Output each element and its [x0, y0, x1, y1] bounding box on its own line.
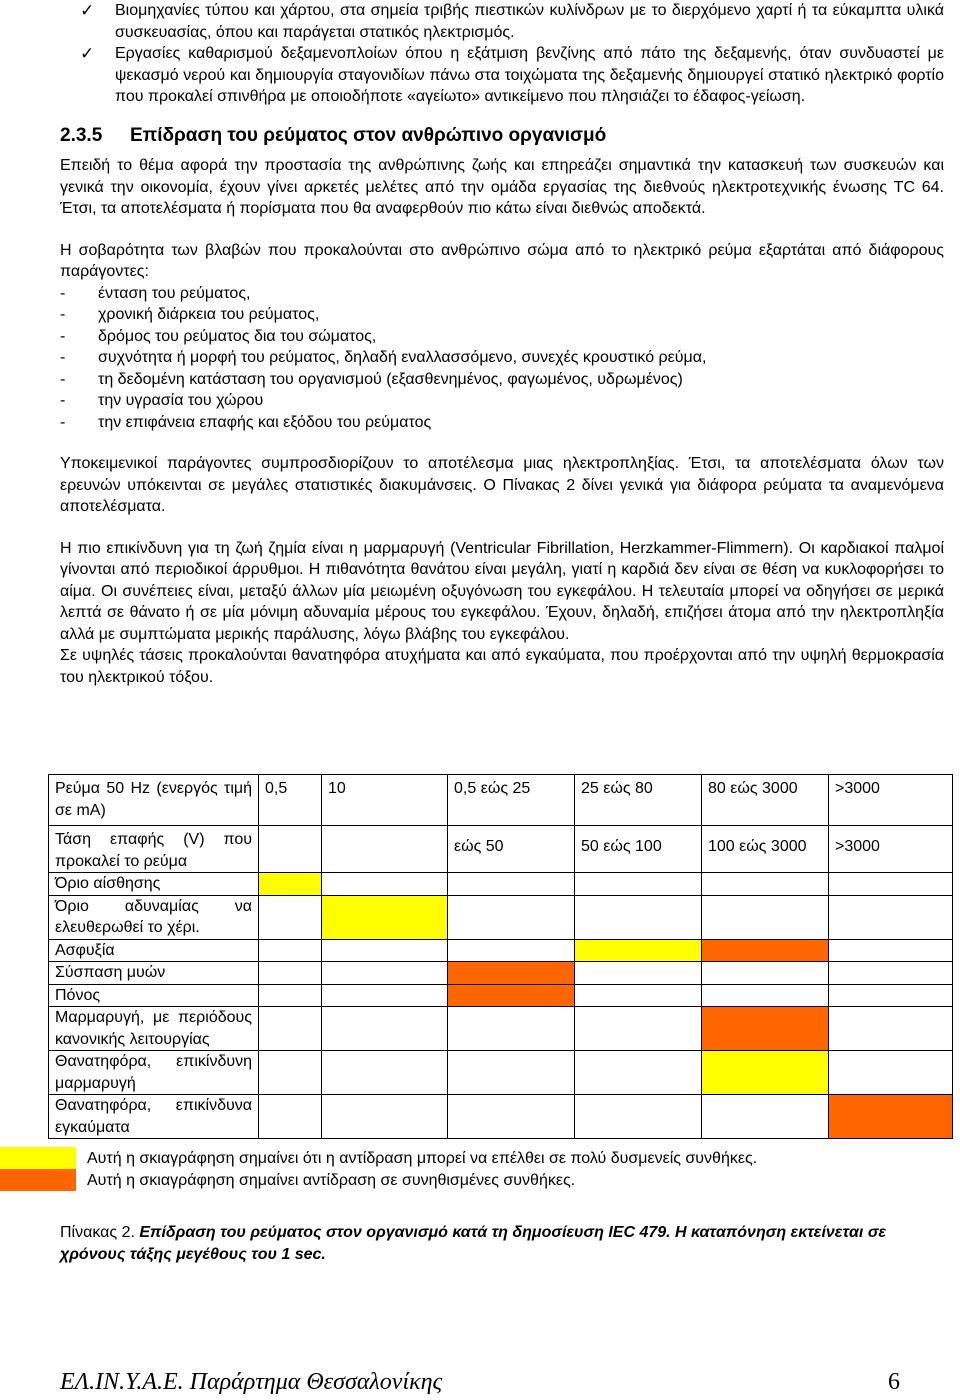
orange-swatch: [0, 1169, 76, 1191]
table-cell: [575, 939, 702, 962]
bullet-text: Βιομηχανίες τύπου και χάρτου, στα σημεία τριβής πιεστικών κυλίνδρων με το διερχόμενο χαρτί ή τα εύκαμπτα υλικά συσκευασίας, όπου και παράγεται στατικός ηλεκτρισμός.: [115, 2, 944, 41]
factors-list: [60, 283, 944, 434]
table-cell: [448, 873, 575, 896]
table-cell: 0,5 εώς 25: [448, 775, 575, 826]
table-cell: [575, 1051, 702, 1095]
table-cell: [448, 1095, 575, 1139]
table-cell: [259, 1007, 322, 1051]
table-cell: 50 εώς 100: [575, 826, 702, 873]
table-cell: [322, 939, 448, 962]
table-cell: >3000: [829, 775, 953, 826]
table-cell: [448, 939, 575, 962]
table-cell: [448, 962, 575, 985]
table-cell: [259, 939, 322, 962]
page-footer: [60, 1369, 900, 1400]
table-cell: [829, 984, 953, 1007]
table-cell: [259, 1051, 322, 1095]
table-cell: [829, 1007, 953, 1051]
caption-text: Επίδραση του ρεύματος στον οργανισμό κατά τη δημοσίευση IEC 479. Η καταπόνηση εκτείνεται σε χρόνους τάξης μεγέθους του 1 sec.: [60, 1224, 887, 1263]
list-item: - την υγρασία του χώρου: [60, 392, 264, 409]
checkmark-icon: ✓: [80, 44, 95, 63]
legend-yellow-text: Αυτή η σκιαγράφηση σημαίνει ότι η αντίδραση μπορεί να επέλθει σε πολύ δυσμενείς συνθήκες.: [87, 1150, 758, 1167]
table-cell: [702, 984, 829, 1007]
table-cell: [702, 895, 829, 939]
table-cell: [829, 895, 953, 939]
table-cell: [448, 984, 575, 1007]
legend-orange-text: Αυτή η σκιαγράφηση σημαίνει αντίδραση σε συνηθισμένες συνθήκες.: [87, 1172, 576, 1189]
list-item: - την επιφάνεια επαφής και εξόδου του ρεύματος: [60, 413, 432, 431]
page-number: 6: [888, 1369, 900, 1395]
table-cell: [322, 962, 448, 985]
table-cell: [829, 1051, 953, 1095]
table-row: [49, 895, 953, 939]
table-row: [49, 1051, 953, 1095]
yellow-swatch: [0, 1147, 76, 1169]
table-cell-label: Θανατηφόρα, επικίνδυνα εγκαύματα: [49, 1095, 259, 1139]
table-cell: [322, 1007, 448, 1051]
table-cell: [829, 962, 953, 985]
table-row: [49, 1007, 953, 1051]
table-cell: [259, 984, 322, 1007]
section-title: Επίδραση του ρεύματος στον ανθρώπινο οργανισμό: [130, 124, 607, 146]
section-number: 2.3.5: [60, 124, 103, 146]
fibrillation-paragraph: Η πιο επικίνδυνη για τη ζωή ζημία είναι η μαρμαρυγή (Ventricular Fibrillation, Herzkammer-Flimmern). Οι καρδιακοί παλμοί γίνονται από περιοδικοί άρρυθμοι. Η πιθανότητα θανάτου είναι μεγάλη, γιατί η καρδιά δεν είναι σε θέση να κυκλοφορήσει το αίμα. Οι συνέπειες είναι, μεταξύ άλλων μία μειωμένη οξυγόνωση του εγκεφάλου. Η τελευταία μπορεί να οδηγήσει σε μερικά λεπτά σε θάνατο ή σε μία μόνιμη αδυναμία μέρους του εγκεφάλου. Έχουν, δηλαδή, επιζήσει άτομα από την ηλεκτροπληξία αλλά με συμπτώματα μερικής παράλυσης, λόγω βλάβης του εγκεφάλου.: [60, 539, 944, 643]
table-cell: εώς 50: [448, 826, 575, 873]
table-cell: [259, 1095, 322, 1139]
table-cell-label: Πόνος: [49, 984, 259, 1007]
table-cell: [702, 873, 829, 896]
table-row: [49, 1095, 953, 1139]
table-cell: [702, 1051, 829, 1095]
caption-label: Πίνακας 2.: [60, 1224, 135, 1241]
table-cell: [575, 984, 702, 1007]
table-row: [49, 939, 953, 962]
table-cell: [448, 1051, 575, 1095]
list-item: - δρόμος του ρεύματος δια του σώματος,: [60, 327, 377, 345]
current-effects-table: [48, 774, 953, 1139]
bullet-text: Εργασίες καθαρισμού δεξαμενοπλοίων όπου η εξάτμιση βενζίνης από πάτο της δεξαμενής, όταν συνδυαστεί με ψεκασμό νερού και δημιουργία σταγονιδίων πάνω στα τοιχώματα της δεξαμενής δημιουργεί στατικό ηλεκτρικό φορτίο που προκαλεί σπινθήρα με οποιοδήποτε «αγείωτο» αντικείμενο που πλησιάζει το έδαφος-γείωση.: [115, 45, 944, 105]
table-cell: 0,5: [259, 775, 322, 826]
table-cell-label: Όριο αδυναμίας να ελευθερωθεί το χέρι.: [49, 895, 259, 939]
table-cell: [575, 1095, 702, 1139]
table-cell-label: Ρεύμα 50 Hz (ενεργός τιμή σε mA): [49, 775, 259, 826]
footer-title: ΕΛ.ΙΝ.Υ.Α.Ε. Παράρτημα Θεσσαλονίκης: [60, 1369, 443, 1395]
table-cell: [322, 826, 448, 873]
table-cell: [829, 939, 953, 962]
table-cell: [322, 1095, 448, 1139]
table-cell-label: Τάση επαφής (V) που προκαλεί το ρεύμα: [49, 826, 259, 873]
table-cell: [259, 895, 322, 939]
high-voltage-paragraph: Σε υψηλές τάσεις προκαλούνται θανατηφόρα ατυχήματα και από εγκαύματα, που προέρχονται από την υψηλή θερμοκρασία του ηλεκτρικού τόξου.: [60, 647, 944, 686]
table-cell: 80 εώς 3000: [702, 775, 829, 826]
subjective-factors-paragraph: Υποκειμενικοί παράγοντες συμπροσδιορίζουν το αποτέλεσμα μιας ηλεκτροπληξίας. Έτσι, τα αποτελέσματα όλων των ερευνών υπόκεινται σε μεγάλες στατιστικές διακυμάνσεις. Ο Πίνακας 2 δίνει γενικά για διάφορα ρεύματα τα αναμενόμενα αποτελέσματα.: [60, 455, 944, 515]
table-cell: [702, 1007, 829, 1051]
table-caption: [60, 1222, 944, 1265]
checkmark-icon: ✓: [80, 1, 95, 20]
table-cell: [322, 895, 448, 939]
table-row: [49, 984, 953, 1007]
table-cell: [575, 895, 702, 939]
list-item: - τη δεδομένη κατάσταση του οργανισμού (εξασθενημένος, φαγωμένος, υδρωμένος): [60, 370, 683, 388]
table-cell: [702, 962, 829, 985]
legend-row-yellow: [0, 1147, 960, 1169]
table-row-current: [49, 775, 953, 826]
table-cell: [575, 873, 702, 896]
bullet-item: [60, 0, 944, 43]
table-cell: [702, 1095, 829, 1139]
effects-rows: [49, 873, 953, 1139]
table-cell: >3000: [829, 826, 953, 873]
table-cell: [259, 873, 322, 896]
factors-intro-paragraph: Η σοβαρότητα των βλαβών που προκαλούνται στο ανθρώπινο σώμα από το ηλεκτρικό ρεύμα εξαρτάται από διάφορους παράγοντες:: [60, 241, 944, 280]
table-cell-label: Ασφυξία: [49, 939, 259, 962]
table-cell: [259, 962, 322, 985]
list-item: - ένταση του ρεύματος,: [60, 284, 251, 302]
table-cell-label: Θανατηφόρα, επικίνδυνη μαρμαρυγή: [49, 1051, 259, 1095]
table-cell: [702, 939, 829, 962]
intro-paragraph: Επειδή το θέμα αφορά την προστασία της ανθρώπινης ζωής και επηρεάζει σημαντικά την κατασκευή των συσκευών και γενικά την οικονομία, έχουν γίνει αρκετές μελέτες από την ομάδα εργασίας της διεθνούς ηλεκτροτεχνικής ένωσης TC 64. Έτσι, τα αποτελέσματα ή πορίσματα που θα αναφερθούν πιο κάτω είναι διεθνώς αποδεκτά.: [60, 157, 944, 217]
table-cell: [322, 1051, 448, 1095]
list-item: - χρονική διάρκεια του ρεύματος,: [60, 306, 320, 323]
table-cell: [829, 1095, 953, 1139]
table-cell: [322, 984, 448, 1007]
table-cell: [575, 1007, 702, 1051]
table-cell: [448, 895, 575, 939]
table-cell: 100 εώς 3000: [702, 826, 829, 873]
table-row: [49, 873, 953, 896]
table-legend: [0, 1147, 960, 1191]
table-cell-label: Μαρμαρυγή, με περιόδους κανονικής λειτουργίας: [49, 1007, 259, 1051]
list-item: - συχνότητα ή μορφή του ρεύματος, δηλαδή εναλλασσόμενο, συνεχές κρουστικό ρεύμα,: [60, 349, 707, 366]
legend-row-orange: [0, 1169, 960, 1191]
table-cell-label: Όριο αίσθησης: [49, 873, 259, 896]
table-cell: [448, 1007, 575, 1051]
table-cell: [322, 873, 448, 896]
table-row: [49, 962, 953, 985]
section-heading: [60, 125, 944, 147]
bullet-item: [60, 43, 944, 108]
table-cell: 25 εώς 80: [575, 775, 702, 826]
table-row-voltage: [49, 826, 953, 873]
table-cell: 10: [322, 775, 448, 826]
table-cell-label: Σύσπαση μυών: [49, 962, 259, 985]
table-cell: [575, 962, 702, 985]
table-cell: [259, 826, 322, 873]
document-body: [60, 0, 944, 688]
table-cell: [829, 873, 953, 896]
